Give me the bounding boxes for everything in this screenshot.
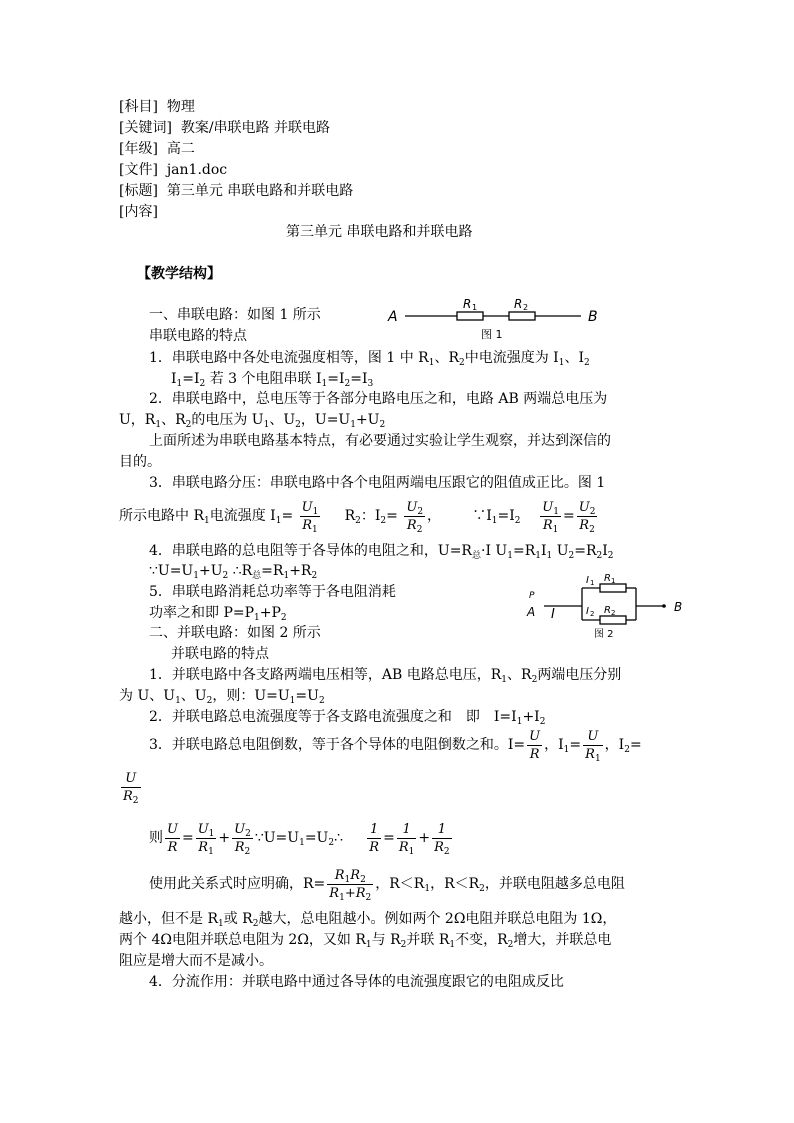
series-point-2: 2．串联电路中，总电压等于各部分电路电压之和，电路 AB 两端总电压为 bbox=[149, 391, 608, 407]
series-point-5-cont: 功率之和即 $P=P_1+P_2$ bbox=[149, 605, 287, 623]
svg-text:2: 2 bbox=[611, 609, 616, 617]
series-point-4-eq: $\because U=U_1+U_2$ $\therefore R_总=R_1+R_2$ bbox=[149, 563, 318, 581]
frac-u1-r1: $\frac{U_1}{R_1}$ bbox=[301, 499, 319, 535]
parallel-resistance-note-4: 阻应是增大而不是减小。 bbox=[119, 953, 273, 969]
parallel-heading: 二、并联电路：如图 2 所示 bbox=[149, 625, 321, 641]
fig2-label-r1: R bbox=[604, 573, 611, 584]
series-experiment-note: 上面所述为串联电路基本特点，有必要通过实验让学生观察，并达到深信的 bbox=[149, 433, 611, 449]
meta-content: [内容] bbox=[119, 204, 158, 220]
frac-u-r1: $\frac{U}{R_1}$ bbox=[585, 728, 601, 764]
fig1-caption: 图 1 bbox=[481, 328, 503, 341]
series-heading: 一、串联电路：如图 1 所示 bbox=[149, 307, 321, 323]
fig1-label-r2: R bbox=[514, 297, 523, 311]
series-point-1-eq: $I_1=I_2$ 若 3 个电阻串联 $I_1=I_2=I_3$ bbox=[171, 371, 374, 389]
parallel-point-4: 4．分流作用：并联电路中通过各导体的电流强度跟它的电阻成反比 bbox=[149, 974, 564, 990]
series-point-1: 1．串联电路中各处电流强度相等，图 1 中 $R_1$、$R_2$中电流强度为 $I_1$、$I_2$ bbox=[149, 350, 590, 368]
fig2-label-r2: R bbox=[604, 605, 611, 616]
fig2-caption: 图 2 bbox=[594, 629, 614, 640]
fig2-label-i1: I bbox=[586, 575, 589, 586]
parallel-resistance-note: 使用此关系式时应明确，R= $\frac{R_1R_2}{R_1+R_2}$ ，$R<R_1$，$R<R_2$，并联电阻越多总电阻 bbox=[149, 867, 625, 903]
document-title: 第三单元 串联电路和并联电路 bbox=[286, 224, 473, 240]
frac-u1-r1-eq: $\frac{U_1}{R_1}$ bbox=[542, 499, 559, 535]
fig1-label-b: B bbox=[588, 309, 598, 325]
series-point-3: 3．串联电路分压：串联电路中各个电阻两端电压跟它的阻值成正比。图 1 bbox=[149, 475, 606, 491]
fig1-label-r1: R bbox=[463, 297, 472, 311]
meta-file: [文件] jan1.doc bbox=[119, 162, 228, 178]
fig2-label-p: P bbox=[529, 591, 535, 601]
svg-text:2: 2 bbox=[523, 303, 529, 312]
fig1-label-a: A bbox=[388, 309, 398, 325]
figure-2-parallel-circuit bbox=[524, 568, 694, 640]
frac-u-r2: $\frac{U}{R_2}$ bbox=[123, 770, 139, 806]
svg-text:1: 1 bbox=[611, 577, 616, 585]
frac-u-r: $\frac{U}{R}$ bbox=[529, 728, 541, 762]
fig2-label-i: I bbox=[551, 607, 555, 622]
parallel-resistance-note-2: 越小，但不是 $R_1$或 $R_2$越大，总电阻越小。例如两个 2Ω电阻并联总电阻为 1Ω， bbox=[119, 911, 617, 929]
meta-title: [标题] 第三单元 串联电路和并联电路 bbox=[119, 183, 354, 199]
parallel-point-3-derivation: 则 $\frac{U}{R}$ = $\frac{U_1}{R_1}$ + $\frac{U_2}{R_2}$ $\because U=U_1=U_2\therefore$ $\frac{1}{R}$ = $\frac{1}{R_1}$ + $\frac{1}{R_2}$ bbox=[149, 821, 450, 857]
section-heading: 【教学结构】 bbox=[137, 266, 221, 282]
svg-text:2: 2 bbox=[590, 610, 595, 618]
svg-text:1: 1 bbox=[590, 579, 595, 587]
meta-keywords: [关键词] 教案/串联电路 并联电路 bbox=[119, 120, 331, 136]
parallel-features-heading: 并联电路的特点 bbox=[171, 646, 269, 662]
series-point-2-cont: U，$R_1$、$R_2$的电压为 $U_1$、$U_2$，$U=U_1+U_2$ bbox=[119, 412, 386, 430]
series-point-5: 5．串联电路消耗总功率等于各电阻消耗 bbox=[149, 584, 396, 600]
parallel-point-3-frac bbox=[119, 767, 143, 807]
fig2-label-i2: I bbox=[586, 606, 589, 617]
parallel-point-3: 3．并联电路总电阻倒数，等于各个导体的电阻倒数之和。I= $\frac{U}{R}$ ，$I_1=$ $\frac{U}{R_1}$ ，$I_2=$ bbox=[149, 728, 642, 764]
frac-r1r2: $\frac{R_1R_2}{R_1+R_2}$ bbox=[329, 867, 372, 903]
parallel-point-2: 2．并联电路总电流强度等于各支路电流强度之和 即 $I=I_1+I_2$ bbox=[149, 709, 546, 727]
frac-u2-r2-eq: $\frac{U_2}{R_2}$ bbox=[578, 499, 596, 535]
svg-text:1: 1 bbox=[472, 303, 478, 312]
series-point-3-formula: 所示电路中 $R_1$电流强度 $I_1=$ $\frac{U_1}{R_1}$ $R_2$：$I_2=$ $\frac{U_2}{R_2}$ ， $\because I_1=I_2$ $\frac{U_1}{R_1}$ = $\frac{U_2}{R_2}$ bbox=[119, 499, 596, 535]
parallel-point-1-cont: 为 U、$U_1$、$U_2$，则：$U=U_1=U_2$ bbox=[119, 688, 325, 706]
series-experiment-note-cont: 目的。 bbox=[119, 454, 161, 470]
parallel-point-1: 1．并联电路中各支路两端电压相等，AB 电路总电压，$R_1$、$R_2$两端电压分别 bbox=[149, 667, 622, 685]
frac-u2-r2: $\frac{U_2}{R_2}$ bbox=[406, 499, 424, 535]
fig2-label-a: A bbox=[527, 605, 536, 619]
figure-1-series-circuit bbox=[385, 294, 605, 342]
meta-subject: [科目] 物理 bbox=[119, 99, 195, 115]
parallel-resistance-note-3: 两个 4Ω电阻并联总电阻为 2Ω，又如 $R_1$与 $R_2$并联 $R_1$不变，$R_2$增大，并联总电 bbox=[119, 932, 612, 950]
meta-grade: [年级] 高二 bbox=[119, 141, 195, 157]
series-features-heading: 串联电路的特点 bbox=[149, 328, 247, 344]
fig2-label-b: B bbox=[674, 600, 683, 614]
series-point-4: 4．串联电路的总电阻等于各导体的电阻之和，$U=R_总\cdot I$ $U_1=R_1I_1$ $U_2=R_2I_2$ bbox=[149, 543, 614, 561]
